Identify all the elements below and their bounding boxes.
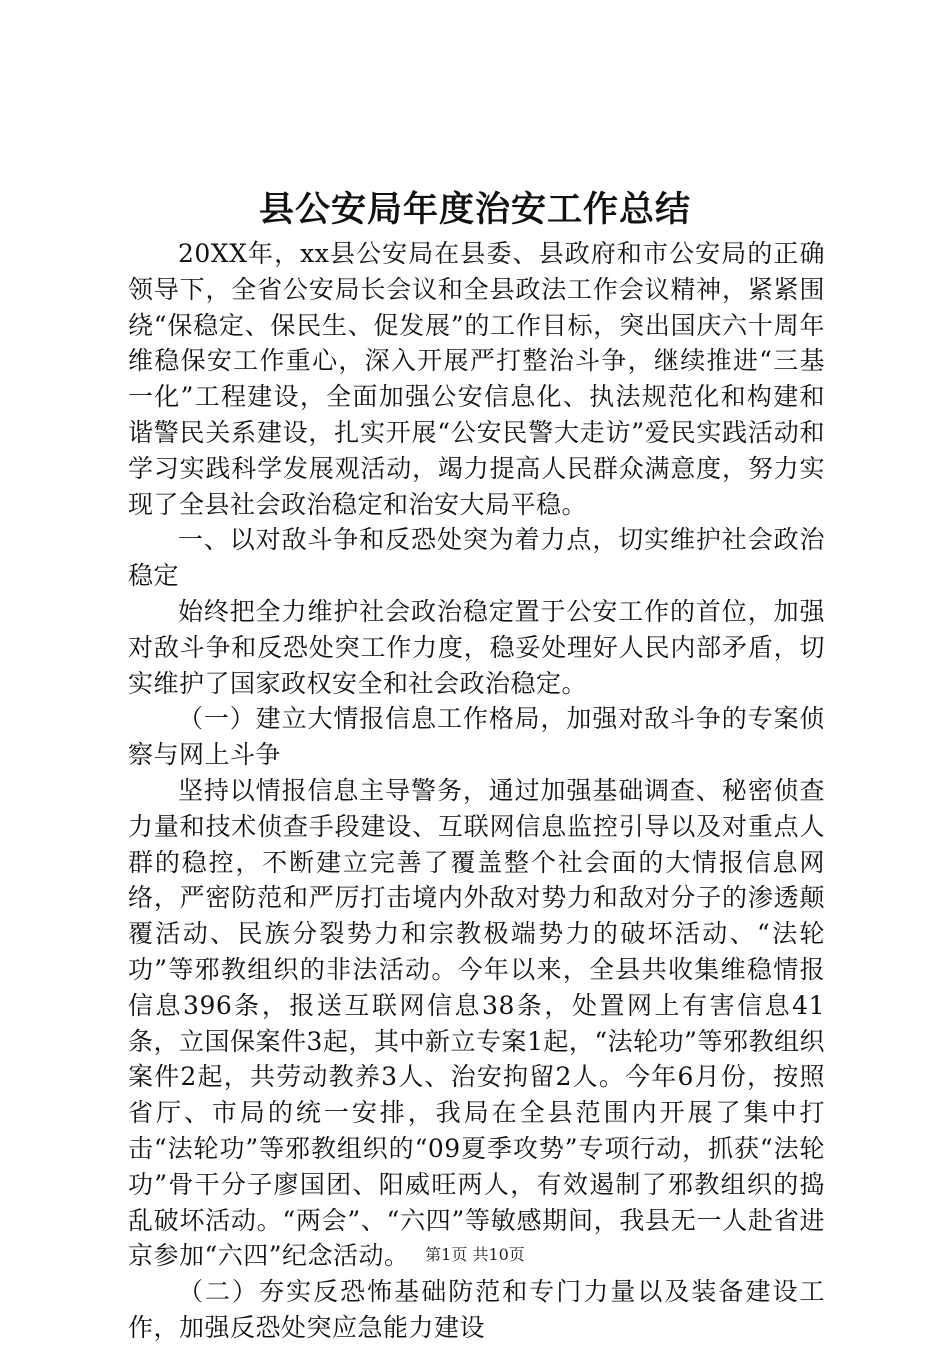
subsection-heading-2: （二）夯实反恐怖基础防范和专门力量以及装备建设工作，加强反恐处突应急能力建设 <box>128 1277 825 1342</box>
subsection-heading-1: （一）建立大情报信息工作格局，加强对敌斗争的专案侦察与网上斗争 <box>128 704 825 770</box>
paragraph-intro: 20XX年，xx县公安局在县委、县政府和市公安局的正确领导下，全省公安局长会议和全县政法工作会议精神，紧紧围绕“保稳定、保民生、促发展”的工作目标，突出国庆六十周年维稳保安工作重心，深入开展严打整治斗争，继续推进“三基一化”工程建设，全面加强公安信息化、执法规范化和构建和谐警民关系建设，扎实开展“公安民警大走访”爱民实践活动和学习实践科学发展观活动，竭力提高人民群众满意度，努力实现了全县社会政治稳定和治安大局平稳。 <box>128 239 825 519</box>
page-footer: 第1页 共10页 <box>425 1245 525 1264</box>
paragraph-section-1: 始终把全力维护社会政治稳定置于公安工作的首位，加强对敌斗争和反恐处突工作力度，稳妥处理好人民内部矛盾，切实维护了国家政权安全和社会政治稳定。 <box>128 596 825 698</box>
section-heading-1: 一、以对敌斗争和反恐处突为着力点，切实维护社会政治稳定 <box>128 525 825 591</box>
document-title: 县公安局年度治安工作总结 <box>258 189 691 230</box>
paragraph-subsection-1: 坚持以情报信息主导警务，通过加强基础调查、秘密侦查力量和技术侦查手段建设、互联网信息监控引导以及对重点人群的稳控，不断建立完善了覆盖整个社会面的大情报信息网络，严密防范和严厉打击境内外敌对势力和敌对分子的渗透颠覆活动、民族分裂势力和宗教极端势力的破坏活动、“法轮功”等邪教组织的非法活动。今年以来，全县共收集维稳情报信息396条，报送互联网信息38条，处置网上有害信息41条，立国保案件3起，其中新立专案1起，“法轮功”等邪教组织案件2起，共劳动教养3人、治安拘留2人。今年6月份，按照省厅、市局的统一安排，我局在全县范围内开展了集中打击“法轮功”等邪教组织的“09夏季攻势”专项行动，抓获“法轮功”骨干分子廖国团、阳威旺两人，有效遏制了邪教组织的捣乱破坏活动。“两会”、“六四”等敏感期间，我县无一人赴省进京参加“六四”纪念活动。 <box>128 775 825 1271</box>
document-body <box>128 236 825 1346</box>
